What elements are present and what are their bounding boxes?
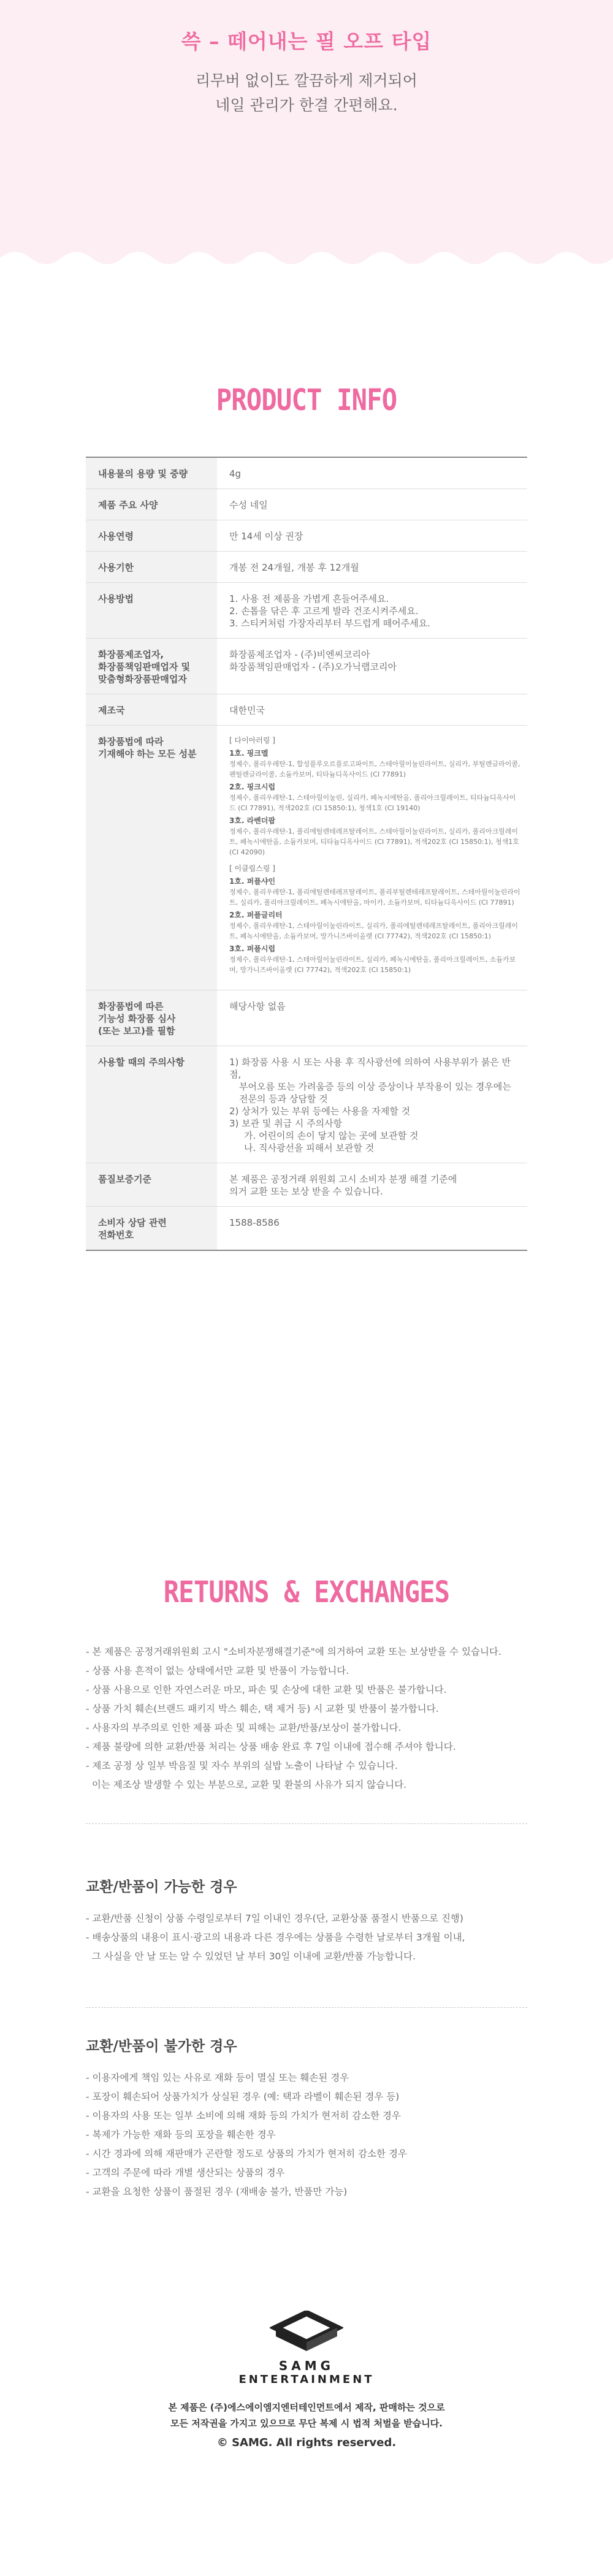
info-label-line: 기능성 화장품 심사 [98, 1013, 176, 1024]
info-label [86, 694, 217, 726]
list-item: 그 사실을 안 날 또는 알 수 있었던 날 부터 30일 이내에 교환/반품 가능합니다. [86, 1951, 416, 1962]
info-value [217, 639, 527, 694]
hero-subtitle-line: 네일 관리가 한결 간편해요. [215, 96, 398, 114]
logo-text-top: SAMG [278, 2358, 335, 2373]
list-item: - 시간 경과에 의해 재판매가 곤란할 정도로 상품의 가치가 현저히 감소한 경우 [86, 2148, 407, 2159]
info-label [86, 639, 217, 694]
ingredient-group [229, 864, 521, 975]
info-label-line: 사용연령 [98, 531, 134, 542]
samg-logo-icon [270, 2311, 343, 2354]
list-item: - 상품 사용으로 인한 자연스러운 마모, 파손 및 손상에 대한 교환 및 반품은 불가합니다. [86, 1684, 447, 1695]
info-value-line: 대한민국 [229, 705, 265, 716]
list-item: - 상품 사용 흔적이 없는 상태에서만 교환 및 반품이 가능합니다. [86, 1665, 349, 1676]
ingredient-item-name: 1호. 퍼플샤인 [229, 877, 276, 886]
info-label-line: 사용방법 [98, 593, 134, 604]
info-value-line: 1588-8586 [229, 1217, 280, 1228]
info-label [86, 520, 217, 552]
divider [86, 2007, 527, 2008]
list-item: - 제조 공정 상 일부 박음질 및 자수 부위의 실밥 노출이 나타날 수 있습니다. [86, 1760, 398, 1771]
info-value-line: 본 제품은 공정거래 위원회 고시 소비자 분쟁 해결 기준에 [229, 1174, 457, 1185]
info-row [86, 726, 527, 990]
info-value-line: 의거 교환 또는 보상 받을 수 있습니다. [229, 1186, 383, 1197]
returns-notes [86, 1643, 527, 1795]
info-label-line: 화장품법에 따른 [98, 1001, 164, 1012]
footer-notice [0, 2399, 613, 2451]
info-value-line: 개봉 전 24개월, 개봉 후 12개월 [229, 562, 359, 573]
info-row [86, 1163, 527, 1207]
info-value-line: 만 14세 이상 권장 [229, 531, 303, 542]
info-value-line: 1. 사용 전 제품을 가볍게 흔들어주세요. [229, 593, 389, 604]
info-label-line: 제품 주요 사양 [98, 500, 158, 511]
ingredient-group [229, 735, 521, 857]
info-value-line: 화장품제조업자 - (주)비엔씨코리아 [229, 649, 370, 660]
info-row [86, 520, 527, 552]
info-row [86, 583, 527, 639]
info-row [86, 639, 527, 694]
info-label [86, 726, 217, 990]
caution-line: 부어오름 또는 가려움증 등의 이상 증상이나 부작용이 있는 경우에는 [239, 1081, 511, 1092]
logo-text-bottom: ENTERTAINMENT [238, 2373, 375, 2386]
info-label [86, 990, 217, 1046]
info-label [86, 1046, 217, 1163]
info-value-line: 4g [229, 468, 242, 479]
list-item: - 포장이 훼손되어 상품가치가 상실된 경우 (예: 택과 라벨이 훼손된 경우 등) [86, 2091, 400, 2102]
info-label [86, 489, 217, 520]
list-item: - 상품 가치 훼손(브랜드 패키지 박스 훼손, 택 제거 등) 시 교환 및 반품이 불가합니다. [86, 1703, 439, 1714]
info-value [217, 457, 527, 489]
info-value [217, 1163, 527, 1207]
info-row [86, 990, 527, 1046]
list-item: - 고객의 주문에 따라 개별 생산되는 상품의 경우 [86, 2167, 285, 2178]
info-row [86, 694, 527, 726]
info-row [86, 489, 527, 520]
info-label [86, 552, 217, 583]
list-item: - 제품 불량에 의한 교환/반품 처리는 상품 배송 완료 후 7일 이내에 접수해 주셔야 합니다. [86, 1741, 456, 1752]
returns-heading: RETURNS & EXCHANGES [163, 1575, 450, 1609]
ingredient-group-title: [ 다이아러링 ] [229, 736, 275, 745]
ingredient-item-desc: 정제수, 폴리우레탄-1, 합성플루오르플로고파이트, 스테아릴이눌린라이트, 실리카, 부틸렌글라이콜, 펜틸렌글라이콜, 소듐카보머, 티타늄디옥사이드 (CI 77891) [229, 760, 520, 778]
list-item: - 복제가 가능한 재화 등의 포장을 훼손한 경우 [86, 2129, 276, 2140]
info-value-line: 수성 네일 [229, 500, 268, 511]
ingredient-item-desc: 정제수, 폴리우레탄-1, 폴리에틸렌테레프탈레이트, 스테아릴이눌린라이트, 실리카, 폴리아크릴레이트, 페녹시에탄올, 소듐카보머, 티타늄디옥사이드 (CI 77891), 적색202호 (CI 15850:1), 청색1호 (CI 42090) [229, 827, 519, 856]
footer-line: 본 제품은 (주)에스에이엠지엔터테인먼트에서 제작, 판매하는 것으로 [168, 2402, 445, 2413]
exchange-possible-list [86, 1909, 527, 1966]
ingredient-item-name: 1호. 핑크멜 [229, 749, 268, 758]
list-item: - 이용자의 사용 또는 일부 소비에 의해 재화 등의 가치가 현저히 감소한 경우 [86, 2110, 401, 2121]
info-label-line: 기재해야 하는 모든 성분 [98, 748, 197, 759]
info-value-line: 3. 스티커처럼 가장자리부터 부드럽게 떼어주세요. [229, 618, 430, 629]
product-info-table [86, 457, 527, 1251]
list-item: 이는 제조상 발생할 수 있는 부분으로, 교환 및 환불의 사유가 되지 않습니다. [86, 1779, 407, 1790]
hero-subtitle-line: 리무버 없이도 깔끔하게 제거되어 [196, 72, 417, 89]
info-row [86, 457, 527, 489]
info-row [86, 552, 527, 583]
list-item: - 이용자에게 책임 있는 사유로 재화 등이 멸실 또는 훼손된 경우 [86, 2072, 349, 2083]
ingredient-item-name: 3호. 라벤더팝 [229, 816, 276, 825]
info-label [86, 1207, 217, 1251]
info-label-line: 화장품법에 따라 [98, 736, 164, 747]
info-label [86, 1163, 217, 1207]
exchange-possible-title: 교환/반품이 가능한 경우 [86, 1879, 237, 1895]
list-item: - 교환/반품 신청이 상품 수령일로부터 7일 이내인 경우(단, 교환상품 품절시 반품으로 진행) [86, 1913, 463, 1924]
ingredient-item-desc: 정제수, 폴리우레탄-1, 스테아릴이눌린라이트, 실리카, 페녹시에탄올, 폴리아크릴레이트, 소듐카보머, 망가니즈바이올렛 (CI 77742), 적색202호 (CI 15850:1) [229, 956, 516, 974]
caution-line: 전문의 등과 상담할 것 [239, 1093, 328, 1104]
caution-line: 가. 어린이의 손이 닿지 않는 곳에 보관할 것 [244, 1130, 419, 1141]
info-row [86, 1046, 527, 1163]
info-label-line: 소비자 상담 관련 [98, 1217, 167, 1228]
ingredient-item-name: 2호. 퍼플글리터 [229, 911, 283, 919]
divider [86, 1823, 527, 1824]
list-item: - 사용자의 부주의로 인한 제품 파손 및 피해는 교환/반품/보상이 불가합니다. [86, 1722, 402, 1733]
info-label-line: 품질보증기준 [98, 1174, 151, 1185]
info-label-line: 제조국 [98, 705, 125, 716]
info-label [86, 457, 217, 489]
info-value-line: 해당사항 없음 [229, 1001, 286, 1012]
ingredient-item-name: 2호. 핑크시럽 [229, 783, 276, 791]
caution-line: 1) 화장품 사용 시 또는 사용 후 직사광선에 의하여 사용부위가 붉은 반점, [229, 1057, 511, 1080]
info-label-line: 사용할 때의 주의사항 [98, 1057, 185, 1068]
info-label-line: 사용기한 [98, 562, 134, 573]
ingredient-item-desc: 정제수, 폴리우레탄-1, 스테아릴이눌린, 실리카, 페녹시에탄올, 폴리아크릴레이트, 티타늄디옥사이드 (CI 77891), 적색202호 (CI 15850:1), 청색1호 (CI 19140) [229, 794, 516, 812]
ingredient-group-title: [ 이클립스링 ] [229, 864, 275, 873]
wave-edge [0, 246, 613, 270]
hero-title: 쓱 – 떼어내는 필 오프 타입 [181, 29, 432, 53]
info-value [217, 726, 527, 990]
info-value [217, 520, 527, 552]
product-info-heading: PRODUCT INFO [216, 383, 397, 417]
footer-line: 모든 저작권을 가지고 있으므로 무단 복제 시 법적 처벌을 받습니다. [170, 2418, 443, 2429]
info-label-line: (또는 보고)를 필함 [98, 1025, 175, 1036]
list-item: - 배송상품의 내용이 표시·광고의 내용과 다른 경우에는 상품을 수령한 날로부터 3개월 이내, [86, 1932, 465, 1943]
info-value-line: 화장품책임판매업자 - (주)오가닉랩코리아 [229, 661, 397, 672]
list-item: - 본 제품은 공정거래위원회 고시 "소비자분쟁해결기준"에 의거하여 교환 또는 보상받을 수 있습니다. [86, 1646, 501, 1657]
info-value [217, 990, 527, 1046]
info-value [217, 489, 527, 520]
ingredient-item-name: 3호. 퍼플시럽 [229, 944, 276, 953]
exchange-impossible-list [86, 2069, 527, 2202]
caution-line: 2) 상처가 있는 부위 등에는 사용을 자제할 것 [229, 1106, 411, 1117]
info-label-line: 맞춤형화장품판매업자 [98, 674, 187, 685]
info-value [217, 1207, 527, 1251]
ingredients [229, 735, 521, 975]
info-row [86, 1207, 527, 1251]
exchange-impossible-title: 교환/반품이 불가한 경우 [86, 2038, 237, 2054]
info-value [217, 583, 527, 639]
hero-subtitle [0, 69, 613, 118]
info-label-line: 내용물의 용량 및 중량 [98, 468, 188, 479]
info-value [217, 552, 527, 583]
list-item: - 교환을 요청한 상품이 품절된 경우 (재배송 불가, 반품만 가능) [86, 2186, 348, 2197]
info-label [86, 583, 217, 639]
caution-line: 나. 직사광선을 피해서 보관할 것 [244, 1142, 375, 1153]
info-value [217, 1046, 527, 1163]
info-value-line: 2. 손톱을 닦은 후 고르게 발라 건조시켜주세요. [229, 606, 419, 617]
ingredient-item-desc: 정제수, 폴리우레탄-1, 스테아릴이눌린라이트, 실리카, 폴리에틸렌테레프탈레이트, 폴리아크릴레이트, 페녹시에탄올, 소듐카보머, 망가니즈바이올렛 (CI 77742), 적색202호 (CI 15850:1) [229, 922, 518, 940]
info-value [217, 694, 527, 726]
copyright: © SAMG. All rights reserved. [216, 2436, 397, 2449]
info-label-line: 전화번호 [98, 1229, 134, 1241]
info-label-line: 화장품제조업자, [98, 649, 164, 660]
caution-line: 3) 보관 및 취급 시 주의사항 [229, 1118, 343, 1129]
info-label-line: 화장품책임판매업자 및 [98, 661, 191, 672]
caution-list [229, 1056, 521, 1154]
samg-logo [0, 2311, 613, 2386]
ingredient-item-desc: 정제수, 폴리우레탄-1, 폴리에틸렌테레프탈레이트, 폴리부틸렌테레프탈레이트, 스테아릴이눌린라이트, 실리카, 폴리아크릴레이트, 페녹시에탄올, 마이카, 소듐카보머, 티타늄디옥사이드 (CI 77891) [229, 888, 520, 906]
